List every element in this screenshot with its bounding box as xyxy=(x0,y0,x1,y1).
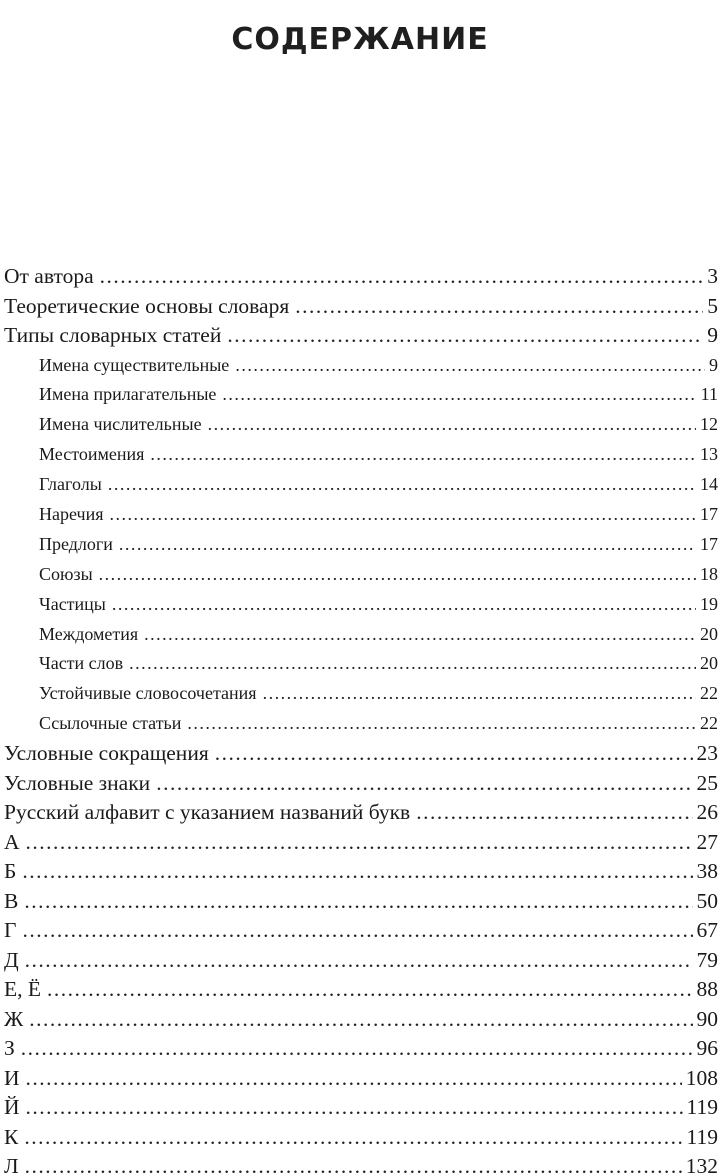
toc-dot-leader xyxy=(24,1123,682,1153)
toc-dot-leader xyxy=(21,1034,693,1064)
toc-dot-leader xyxy=(150,440,696,470)
toc-entry-label: Ж xyxy=(4,1006,24,1031)
toc-dot-leader xyxy=(119,530,696,560)
toc-entry[interactable] xyxy=(0,1152,718,1176)
toc-entry-label: Ссылочные статьи xyxy=(39,713,182,734)
toc-page-number: 12 xyxy=(700,414,718,435)
toc-page-number: 90 xyxy=(696,1006,718,1031)
toc-dot-leader xyxy=(263,679,696,709)
toc-entry-label: Имена числительные xyxy=(39,414,202,435)
toc-page-number: 17 xyxy=(700,533,718,554)
toc-dot-leader xyxy=(47,975,692,1005)
toc-dot-leader xyxy=(26,828,693,858)
toc-entry[interactable] xyxy=(0,590,718,620)
toc-entry-label: Русский алфавит с указанием названий букв xyxy=(4,800,411,825)
toc-page-number: 79 xyxy=(696,947,718,972)
toc-entry[interactable] xyxy=(0,828,718,858)
toc-page-number: 50 xyxy=(696,888,718,913)
toc-entry[interactable] xyxy=(0,380,718,410)
toc-entry-label: Д xyxy=(4,947,19,972)
toc-entry[interactable] xyxy=(0,739,718,769)
toc-dot-leader xyxy=(112,590,696,620)
toc-entry-label: Имена существительные xyxy=(39,354,230,375)
toc-page-number: 22 xyxy=(700,713,718,734)
table-of-contents xyxy=(0,262,718,1176)
toc-entry[interactable] xyxy=(0,440,718,470)
toc-dot-leader xyxy=(144,620,696,650)
toc-entry[interactable] xyxy=(0,1034,718,1064)
toc-page-number: 11 xyxy=(700,384,718,405)
toc-dot-leader xyxy=(99,560,696,590)
toc-entry[interactable] xyxy=(0,679,718,709)
toc-entry[interactable] xyxy=(0,798,718,828)
toc-entry[interactable] xyxy=(0,470,718,500)
toc-entry-label: А xyxy=(4,829,20,854)
toc-entry-label: Имена прилагательные xyxy=(39,384,217,405)
toc-dot-leader xyxy=(25,1152,682,1176)
toc-entry-label: Л xyxy=(4,1154,19,1176)
toc-entry-label: Предлоги xyxy=(39,533,113,554)
toc-page-number: 38 xyxy=(696,859,718,884)
toc-dot-leader xyxy=(22,857,692,887)
toc-entry-label: Части слов xyxy=(39,653,124,674)
toc-entry[interactable] xyxy=(0,946,718,976)
toc-dot-leader xyxy=(110,500,697,530)
toc-entry[interactable] xyxy=(0,262,718,292)
toc-page-number: 119 xyxy=(686,1124,718,1149)
toc-entry[interactable] xyxy=(0,620,718,650)
toc-entry[interactable] xyxy=(0,560,718,590)
toc-entry[interactable] xyxy=(0,292,718,322)
toc-page-number: 13 xyxy=(700,444,718,465)
toc-entry[interactable] xyxy=(0,975,718,1005)
toc-entry-label: К xyxy=(4,1124,19,1149)
toc-entry-label: Й xyxy=(4,1095,20,1120)
toc-dot-leader xyxy=(25,946,693,976)
toc-entry-label: Типы словарных статей xyxy=(4,323,222,347)
toc-page-number: 26 xyxy=(696,800,718,825)
toc-dot-leader xyxy=(227,321,703,351)
toc-page-number: 19 xyxy=(700,593,718,614)
toc-page-number: 9 xyxy=(709,354,718,375)
toc-entry-label: Г xyxy=(4,918,17,943)
toc-dot-leader xyxy=(22,916,692,946)
toc-entry-label: В xyxy=(4,888,19,913)
toc-entry-label: Союзы xyxy=(39,563,93,584)
toc-entry[interactable] xyxy=(0,649,718,679)
toc-dot-leader xyxy=(215,739,693,769)
toc-dot-leader xyxy=(24,887,692,917)
toc-entry-label: Местоимения xyxy=(39,444,145,465)
toc-entry[interactable] xyxy=(0,410,718,440)
toc-page-number: 88 xyxy=(696,977,718,1002)
toc-page-number: 14 xyxy=(700,474,718,495)
toc-entry[interactable] xyxy=(0,1064,718,1094)
toc-entry-label: Частицы xyxy=(39,593,106,614)
toc-dot-leader xyxy=(295,292,703,322)
toc-dot-leader xyxy=(26,1064,682,1094)
toc-entry-label: Устойчивые словосочетания xyxy=(39,683,257,704)
toc-dot-leader xyxy=(26,1093,683,1123)
toc-entry-label: От автора xyxy=(4,264,94,288)
toc-page-number: 5 xyxy=(707,293,718,318)
toc-page-number: 27 xyxy=(696,829,718,854)
toc-dot-leader xyxy=(235,351,705,381)
toc-entry-label: И xyxy=(4,1065,20,1090)
toc-page-number: 25 xyxy=(696,770,718,795)
toc-entry[interactable] xyxy=(0,1093,718,1123)
toc-dot-leader xyxy=(108,470,696,500)
toc-entry[interactable] xyxy=(0,887,718,917)
toc-entry[interactable] xyxy=(0,1123,718,1153)
toc-entry-label: Наречия xyxy=(39,503,104,524)
toc-entry[interactable] xyxy=(0,916,718,946)
toc-dot-leader xyxy=(222,380,696,410)
toc-page-number: 108 xyxy=(685,1065,718,1090)
toc-page-number: 9 xyxy=(707,323,718,347)
toc-dot-leader xyxy=(208,410,696,440)
toc-page-number: 22 xyxy=(700,683,718,704)
toc-entry-label: Б xyxy=(4,859,17,884)
toc-entry-label: З xyxy=(4,1036,15,1061)
toc-page-number: 132 xyxy=(685,1154,718,1176)
toc-page-number: 17 xyxy=(700,503,718,524)
toc-dot-leader xyxy=(187,709,696,739)
page-title: СОДЕРЖАНИЕ xyxy=(231,22,489,58)
toc-entry-label: Е, Ё xyxy=(4,977,42,1002)
toc-entry-label: Условные сокращения xyxy=(4,741,209,766)
toc-entry-label: Условные знаки xyxy=(4,770,151,795)
toc-dot-leader xyxy=(100,262,704,292)
toc-entry[interactable] xyxy=(0,1005,718,1035)
toc-entry-label: Междометия xyxy=(39,623,139,644)
toc-entry[interactable] xyxy=(0,530,718,560)
toc-entry[interactable] xyxy=(0,351,718,381)
toc-page-number: 119 xyxy=(686,1095,718,1120)
toc-dot-leader xyxy=(129,649,696,679)
toc-dot-leader xyxy=(416,798,692,828)
toc-page-number: 20 xyxy=(700,623,718,644)
toc-entry[interactable] xyxy=(0,500,718,530)
toc-entry[interactable] xyxy=(0,769,718,799)
toc-entry[interactable] xyxy=(0,321,718,351)
toc-dot-leader xyxy=(29,1005,692,1035)
toc-page-number: 18 xyxy=(700,563,718,584)
toc-page-number: 23 xyxy=(696,741,718,766)
toc-entry[interactable] xyxy=(0,709,718,739)
toc-entry[interactable] xyxy=(0,857,718,887)
toc-page-number: 96 xyxy=(696,1036,718,1061)
toc-page-number: 3 xyxy=(707,264,718,288)
toc-page-number: 67 xyxy=(696,918,718,943)
toc-dot-leader xyxy=(156,769,692,799)
toc-page-number: 20 xyxy=(700,653,718,674)
toc-entry-label: Теоретические основы словаря xyxy=(4,293,290,318)
toc-entry-label: Глаголы xyxy=(39,474,102,495)
